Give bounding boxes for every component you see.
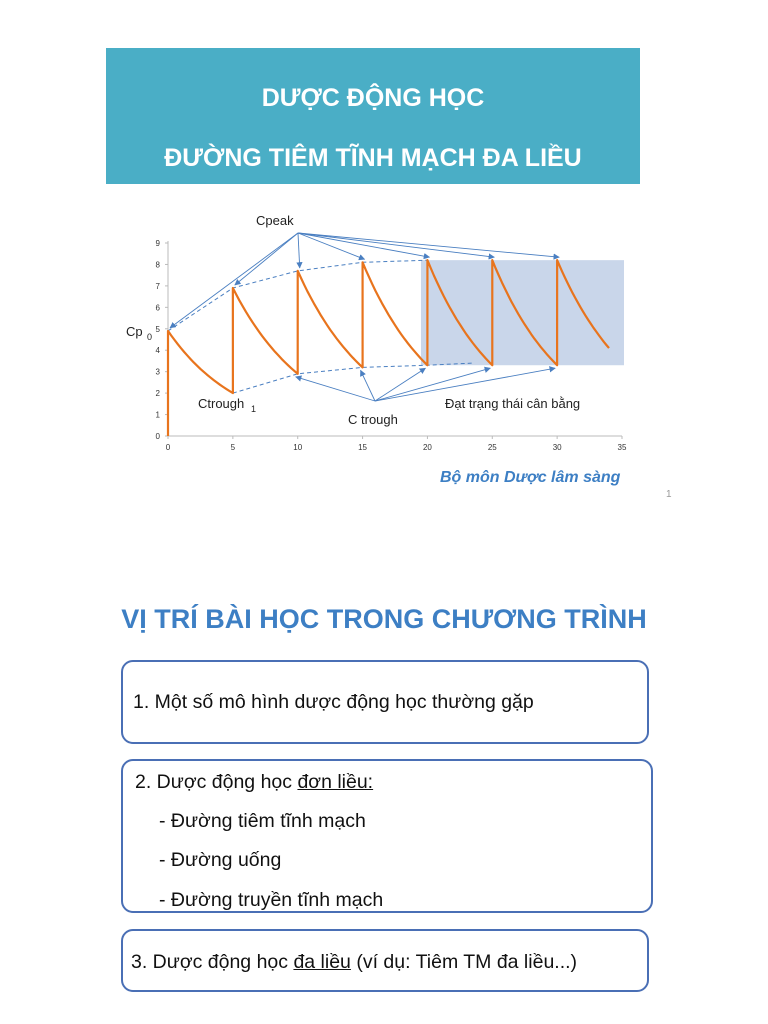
cp0-label: Cp (126, 324, 143, 339)
steady-state-label: Đạt trạng thái cân bằng (445, 396, 581, 411)
pk-multiple-dose-chart (120, 205, 640, 470)
y-tick-label: 2 (155, 389, 160, 399)
page-number: 1 (666, 489, 672, 500)
lesson-box-2-item: - Đường truyền tĩnh mạch (159, 889, 384, 911)
y-tick-label: 7 (155, 281, 160, 291)
steady-state-region (421, 260, 624, 365)
y-tick-label: 0 (155, 432, 160, 441)
y-tick-label: 4 (155, 346, 160, 356)
x-tick-label: 15 (358, 443, 368, 452)
x-tick-label: 25 (487, 443, 497, 452)
ctrough-arrow (296, 377, 375, 401)
cpeak-label: Cpeak (256, 213, 294, 228)
lesson-box-2-item: - Đường tiêm tĩnh mạch (159, 810, 366, 832)
lesson-box-3-suffix: (ví dụ: Tiêm TM đa liều...) (350, 951, 578, 973)
lesson-box-2-prefix: 2. Dược động học (135, 771, 298, 793)
cpeak-arrow (235, 233, 298, 285)
ctrough-arrow (361, 370, 375, 401)
y-tick-label: 8 (155, 260, 160, 270)
lesson-box-1 (121, 660, 649, 744)
section-heading: VỊ TRÍ BÀI HỌC TRONG CHƯƠNG TRÌNH (121, 604, 647, 634)
cpeak-arrow (170, 233, 298, 328)
title-line-1: DƯỢC ĐỘNG HỌC (261, 84, 485, 112)
lesson-box-2-item: - Đường uống (159, 849, 282, 871)
trough-envelope (233, 363, 473, 393)
x-tick-label: 35 (617, 443, 627, 452)
y-tick-label: 9 (155, 239, 160, 248)
cp0-subscript: 0 (147, 332, 153, 342)
ctrough-label: C trough (348, 412, 398, 427)
ctrough1-label: Ctrough (198, 396, 245, 411)
x-tick-label: 20 (422, 443, 432, 452)
lesson-box-2-underlined: đơn liều: (297, 771, 374, 793)
lesson-box-3-prefix: 3. Dược động học (131, 951, 294, 973)
cpeak-arrow (298, 233, 559, 257)
cpeak-arrow (298, 233, 300, 268)
lesson-box-3 (121, 929, 649, 992)
y-tick-label: 5 (155, 324, 160, 334)
y-tick-label: 6 (155, 303, 160, 313)
lesson-box-2-title (135, 771, 373, 794)
lesson-box-2 (121, 759, 653, 913)
x-tick-label: 0 (165, 443, 171, 452)
lesson-box-3-text (131, 951, 577, 974)
y-tick-label: 3 (155, 367, 160, 377)
department-label: Bộ môn Dược lâm sàng (440, 469, 621, 486)
title-line-2: ĐƯỜNG TIÊM TĨNH MẠCH ĐA LIỀU (164, 144, 582, 172)
title-banner (106, 48, 640, 184)
x-tick-label: 5 (230, 443, 236, 452)
ctrough1-subscript: 1 (251, 404, 257, 414)
cpeak-arrow (298, 233, 429, 257)
lesson-box-1-text: 1. Một số mô hình dược động học thường gặp (133, 691, 534, 713)
x-tick-label: 10 (293, 443, 303, 452)
y-tick-label: 1 (155, 410, 160, 420)
lesson-box-3-underlined: đa liều (293, 951, 351, 973)
x-tick-label: 30 (552, 443, 562, 452)
